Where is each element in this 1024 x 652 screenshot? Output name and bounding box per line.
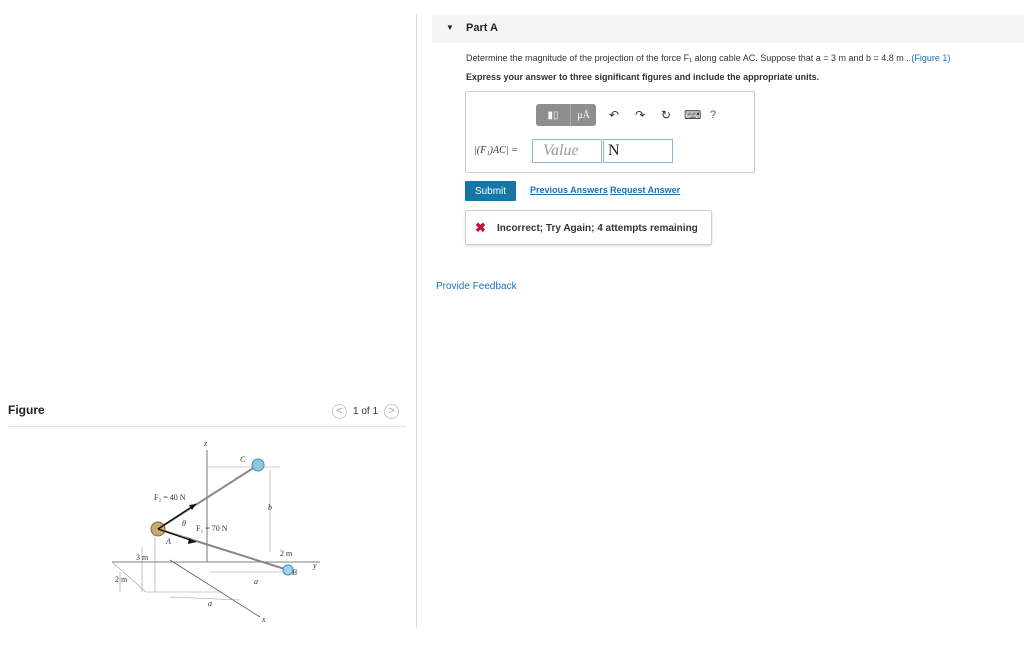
- label-a-dim-right: a: [254, 577, 258, 586]
- help-icon[interactable]: ?: [710, 109, 717, 121]
- label-b-dim: b: [268, 503, 272, 512]
- panel-divider: [416, 14, 417, 628]
- units-button[interactable]: μÅ: [570, 104, 596, 126]
- label-theta: θ: [182, 519, 186, 528]
- x-axis-line: [170, 560, 260, 617]
- label-f2: F₂ = 40 N: [154, 493, 186, 502]
- math-toolbar: [536, 104, 716, 126]
- figure-diagram: [110, 432, 330, 628]
- toolbar-template-group: [536, 104, 596, 126]
- part-a-header[interactable]: [432, 15, 1024, 43]
- request-answer-link[interactable]: Request Answer: [610, 185, 681, 195]
- next-figure-button[interactable]: >: [384, 404, 399, 419]
- submit-button[interactable]: Submit: [465, 181, 516, 201]
- question-text: [466, 53, 950, 63]
- undo-icon[interactable]: ↶: [608, 108, 620, 122]
- figure-divider: [8, 426, 406, 427]
- f2-arrow: [158, 504, 196, 529]
- provide-feedback-link[interactable]: Provide Feedback: [436, 281, 517, 292]
- label-2m-right: 2 m: [280, 549, 293, 558]
- instruction-text: Express your answer to three significant figures and include the appropriate units.: [466, 72, 820, 82]
- templates-icon[interactable]: ▮▯: [536, 104, 570, 126]
- answer-label: |(F₁)AC| =: [474, 145, 518, 156]
- figure-pager: [332, 404, 399, 419]
- support-c: [252, 459, 264, 471]
- incorrect-x-icon: ✖: [475, 220, 486, 235]
- pager-text: 1 of 1: [353, 406, 379, 417]
- value-input[interactable]: Value: [532, 139, 602, 163]
- figure-title: Figure: [8, 403, 45, 417]
- label-x: x: [262, 615, 266, 624]
- label-c: C: [240, 455, 246, 464]
- label-a-dim-lower: a: [208, 599, 212, 608]
- redo-icon[interactable]: ↷: [634, 108, 646, 122]
- unit-input[interactable]: N: [603, 139, 673, 163]
- label-3m: 3 m: [136, 553, 149, 562]
- prev-figure-button[interactable]: <: [332, 404, 347, 419]
- keyboard-icon[interactable]: ⌨: [684, 108, 702, 122]
- label-2m-left: 2 m: [115, 575, 128, 584]
- figure-link[interactable]: (Figure 1): [911, 53, 951, 63]
- reset-icon[interactable]: ↻: [660, 108, 672, 122]
- label-f1: F₁ = 70 N: [196, 524, 228, 533]
- label-y: y: [313, 561, 317, 570]
- label-b-point: B: [292, 568, 297, 577]
- collapse-caret-icon[interactable]: ▼: [446, 23, 454, 32]
- feedback-text: Incorrect; Try Again; 4 attempts remaining: [497, 223, 698, 234]
- label-z: z: [204, 439, 208, 448]
- previous-answers-link[interactable]: Previous Answers: [530, 185, 608, 195]
- label-a-point: A: [166, 537, 171, 546]
- question-prefix: Determine the magnitude of the projection of the force F₁ along cable AC. Suppose that a = 3 m and b = 4.8 m .: [466, 53, 909, 63]
- part-label: Part A: [466, 22, 498, 34]
